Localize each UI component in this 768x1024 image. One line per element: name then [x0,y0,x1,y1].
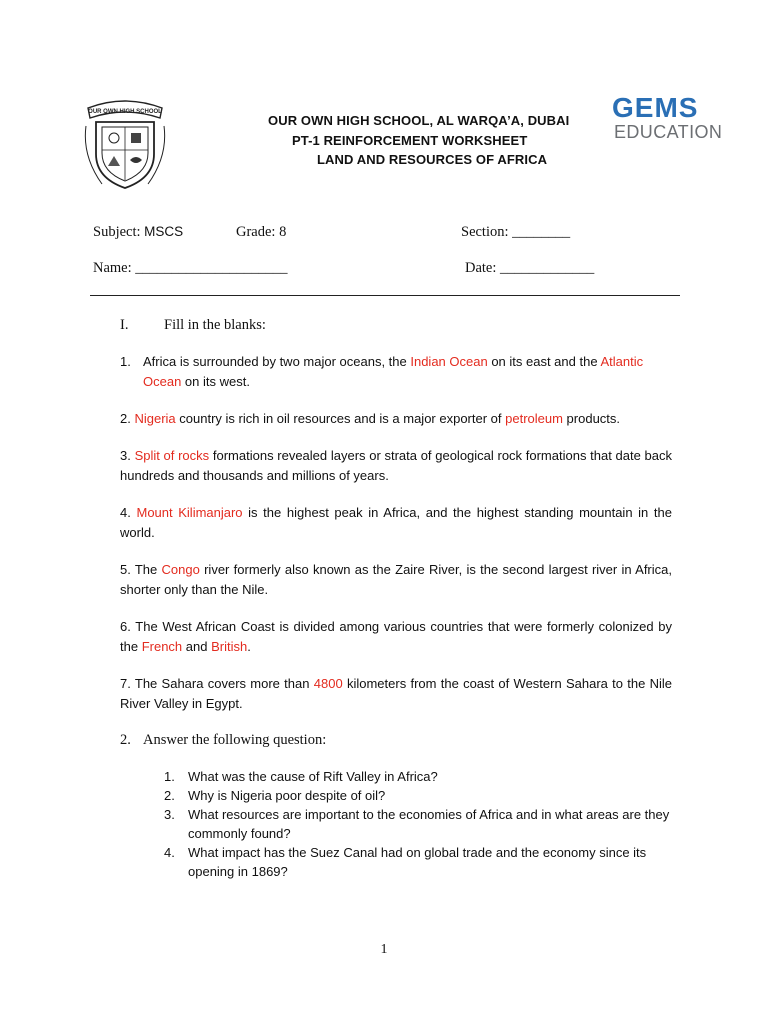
answer: Nigeria [134,411,176,426]
section-blank[interactable]: ________ [512,224,571,240]
worksheet-title: PT-1 REINFORCEMENT WORKSHEET [292,133,528,148]
list-item: 3. What resources are important to the economies of Africa and in what areas are they commonly found? [164,807,670,841]
subject-field [93,224,183,241]
date-label: Date: [465,260,497,276]
subject-label: Subject: [93,224,141,240]
list-item: 2. Why is Nigeria poor despite of oil? [164,788,386,803]
fill-question-6: 6. The West African Coast is divided among various countries that were formerly colonized by the French and British. [120,619,672,654]
part1-numeral: I. [120,317,129,333]
fill-question-2: 2. Nigeria country is rich in oil resources and is a major exporter of petroleum products. [120,411,621,426]
date-blank[interactable]: _____________ [500,260,595,276]
section-field [461,224,570,241]
fill-question-5: 5. The Congo river formerly also known as the Zaire River, is the second largest river in Africa, shorter only than the Nile. [120,562,672,597]
answer: British [211,638,248,654]
answer: Split of rocks [134,448,210,463]
answer: 4800 [313,676,343,691]
name-blank[interactable]: _____________________ [135,260,288,276]
subject-value: MSCS [144,224,184,239]
section-label: Section: [461,224,509,240]
worksheet-topic: LAND AND RESOURCES OF AFRICA [317,152,548,167]
part1-title: Fill in the blanks: [164,317,266,333]
gems-logo-word: GEMS [612,92,699,123]
answer: Indian Ocean [410,354,488,369]
answer: petroleum [505,411,563,426]
grade-field: Grade: 8 [236,224,287,240]
name-field [93,260,288,277]
list-item: 4. What impact has the Suez Canal had on global trade and the economy since its opening in 1869? [164,845,647,879]
page-number: 1 [380,942,388,957]
part2-title: Answer the following question: [143,732,327,748]
answer: Mount Kilimanjaro [136,505,243,520]
crest-banner-text: OUR OWN HIGH SCHOOL [88,109,162,115]
answer-questions-list [164,767,676,881]
name-label: Name: [93,260,132,276]
school-name: OUR OWN HIGH SCHOOL, AL WARQA’A, DUBAI [268,113,570,128]
answer: French [141,638,183,654]
school-crest-logo [82,96,168,192]
fill-question-1: 1. Africa is surrounded by two major oceans, the Indian Ocean on its east and the Atlantic Ocean on its west. [120,354,644,389]
fill-question-3: 3. Split of rocks formations revealed layers or strata of geological rock formations that date back hundreds and thousands and millions of years. [120,448,673,483]
date-field [465,260,594,277]
answer: Congo [161,562,200,577]
fill-question-4: 4. Mount Kilimanjaro is the highest peak in Africa, and the highest standing mountain in the world. [120,505,672,540]
answer: Atlantic Ocean [143,354,644,389]
header-divider [90,295,680,296]
part2-numeral: 2. [120,732,131,748]
list-item: 1. What was the cause of Rift Valley in Africa? [164,769,438,784]
fill-question-7: 7. The Sahara covers more than 4800 kilometers from the coast of Western Sahara to the Nile River Valley in Egypt. [120,676,673,711]
gems-education-text: EDUCATION [614,122,723,142]
gems-logo [612,92,698,124]
